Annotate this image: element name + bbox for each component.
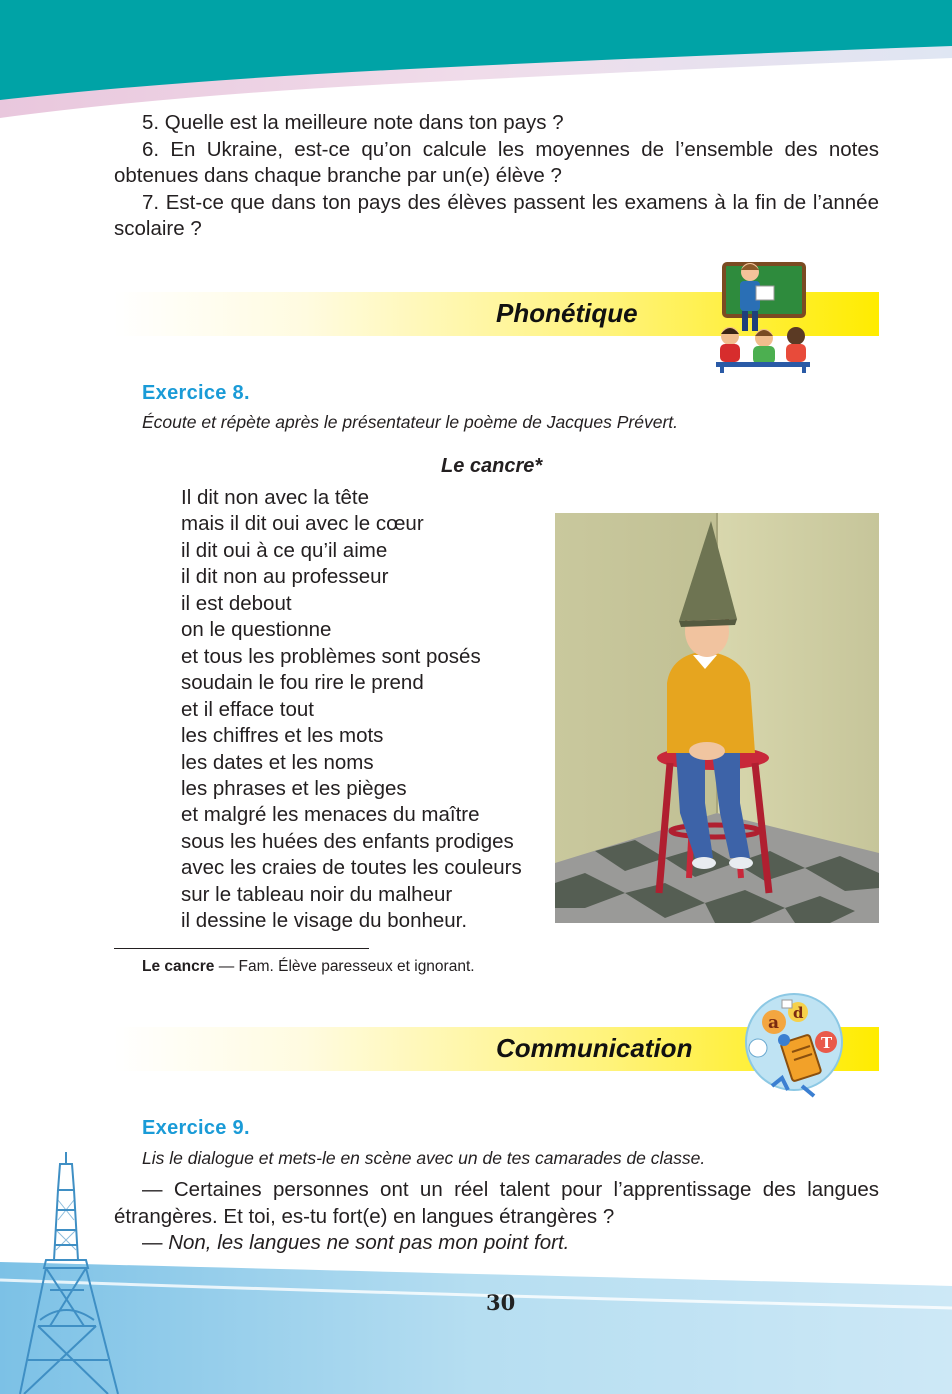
poem-line: avec les craies de toutes les couleurs — [181, 856, 522, 880]
poem-line: mais il dit oui avec le cœur — [181, 512, 424, 536]
poem — [181, 485, 522, 935]
poem-line: et malgré les menaces du maître — [181, 803, 480, 827]
exercise-8-label: Exercice 8. — [142, 382, 250, 404]
svg-text:T: T — [821, 1034, 833, 1052]
svg-text:d: d — [793, 1004, 804, 1022]
page-number: 30 — [486, 1290, 516, 1315]
poem-line: il est debout — [181, 591, 292, 615]
poem-line: et tous les problèmes sont posés — [181, 644, 481, 668]
poem-line: et il efface tout — [181, 697, 314, 721]
question-6: 6. En Ukraine, est-ce qu’on calcule les moyennes de l’ensemble des notes obtenues dans chaque branche par un(e) élève ? — [114, 137, 879, 187]
bottom-band — [0, 1250, 952, 1394]
dialogue-line-2-text: Non, les langues ne sont pas mon point fort. — [168, 1231, 570, 1254]
question-7: 7. Est-ce que dans ton pays des élèves passent les examens à la fin de l’année scolaire ? — [114, 190, 879, 240]
poem-line: les chiffres et les mots — [181, 724, 384, 748]
phonetique-title: Phonétique — [496, 298, 638, 328]
poem-line: sur le tableau noir du malheur — [181, 882, 453, 906]
top-banner — [0, 0, 952, 120]
poem-line: Il dit non avec la tête — [181, 486, 370, 509]
eiffel-tower-icon — [0, 1150, 140, 1394]
poem-title: Le cancre* — [441, 455, 543, 477]
svg-text:a: a — [768, 1013, 780, 1033]
footnote-divider — [114, 948, 369, 949]
poem-line: soudain le fou rire le prend — [181, 671, 424, 695]
poem-line: on le questionne — [181, 618, 332, 642]
poem-line: sous les huées des enfants prodiges — [181, 829, 514, 853]
footnote-text: — Fam. Élève paresseux et ignorant. — [214, 958, 475, 975]
dialogue-line-1: — Certaines personnes ont un réel talent pour l’apprentissage des langues étrangères. Et toi, es-tu fort(e) en langues étrangères ? — [114, 1178, 879, 1228]
alphabet-letters-icon — [742, 992, 846, 1104]
footnote — [142, 958, 475, 976]
exercise-8-instruction: Écoute et répète après le présentateur le poème de Jacques Prévert. — [142, 412, 679, 432]
dialogue-dash: — — [142, 1231, 169, 1254]
footnote-term: Le cancre — [142, 958, 215, 975]
exercise-9-instruction: Lis le dialogue et mets-le en scène avec un de tes camarades de classe. — [142, 1148, 706, 1168]
communication-title: Communication — [496, 1033, 693, 1063]
boy-with-dunce-cap-illustration — [555, 513, 879, 923]
poem-line: les dates et les noms — [181, 750, 374, 774]
question-5: 5. Quelle est la meilleure note dans ton pays ? — [142, 111, 564, 134]
poem-line: il dit non au professeur — [181, 565, 389, 589]
poem-line: il dessine le visage du bonheur. — [181, 909, 468, 933]
poem-line: il dit oui à ce qu’il aime — [181, 538, 388, 562]
poem-line: les phrases et les pièges — [181, 776, 407, 800]
classroom-teacher-icon — [712, 258, 814, 374]
exercise-9-label: Exercice 9. — [142, 1117, 250, 1139]
